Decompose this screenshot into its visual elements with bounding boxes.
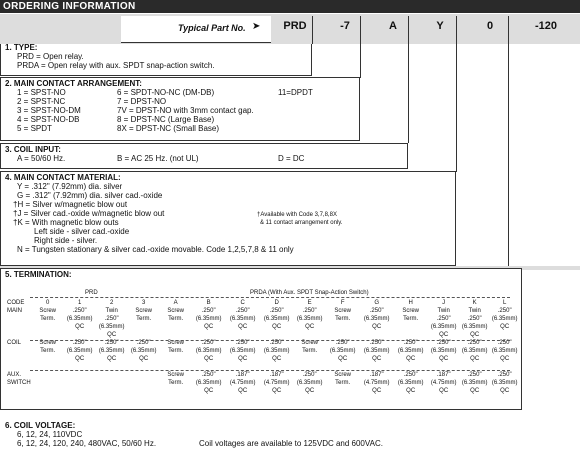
termination-cell <box>394 307 428 339</box>
termination-cell-line: .250" <box>104 340 119 346</box>
dashed-divider <box>30 297 510 298</box>
arrangement-item: 4 = SPST-NO-DB <box>17 115 80 124</box>
termination-cell-line: .250" <box>302 308 317 314</box>
arrangement-item: 11=DPDT <box>278 88 313 97</box>
termination-cell-line: Term. <box>168 348 184 354</box>
termination-cell-line: .250" <box>335 340 350 346</box>
termination-code: 0 <box>46 300 50 306</box>
material-item: Right side - silver. <box>34 236 98 245</box>
coil-input-a: A = 50/60 Hz. <box>17 154 66 163</box>
dashed-divider <box>30 340 510 341</box>
termination-cell-line: QC <box>439 388 449 394</box>
termination-cell-line: .250" <box>235 308 250 314</box>
termination-cell-line: QC <box>470 388 480 394</box>
termination-cell <box>490 371 520 407</box>
termination-cell-line: Term. <box>335 380 351 386</box>
termination-cell-line: QC <box>470 332 480 338</box>
termination-code: H <box>408 300 413 306</box>
arrangement-item: 7V = DPST-NO with 3mm contact gap. <box>117 106 254 115</box>
termination-cell-line: .250" <box>467 316 482 322</box>
termination-cell-line: QC <box>500 324 510 330</box>
termination-cell-line: (6.35mm) <box>98 348 125 354</box>
termination-cell-line: (6.35mm) <box>461 324 488 330</box>
termination-cell-line: Screw <box>167 372 184 378</box>
termination-code: G <box>374 300 379 306</box>
termination-cell-line: (6.35mm) <box>363 348 390 354</box>
termination-cell <box>360 339 394 371</box>
termination-cell-line: .250" <box>201 308 216 314</box>
termination-cell-line: Screw <box>167 340 184 346</box>
termination-cell-line: QC <box>75 356 85 362</box>
coil-input-b: B = AC 25 Hz. (not UL) <box>117 154 199 163</box>
termination-cell-line: (6.35mm) <box>430 348 457 354</box>
termination-cell <box>294 371 326 407</box>
termination-cell-line: QC <box>272 356 282 362</box>
termination-cell-line: QC <box>238 388 248 394</box>
termination-cell <box>128 371 160 407</box>
termination-cell <box>160 371 192 407</box>
termination-cell <box>64 371 96 407</box>
type-line-prda: PRDA = Open relay with aux. SPDT snap-action switch. <box>17 61 215 70</box>
termination-code: E <box>307 300 312 306</box>
code-row <box>6 299 520 307</box>
termination-cell <box>128 307 160 339</box>
termination-cell-line: QC <box>204 356 214 362</box>
termination-cell-line: QC <box>204 388 214 394</box>
page-title: ORDERING INFORMATION <box>3 1 136 12</box>
termination-cell-line: Screw <box>39 308 56 314</box>
termination-cell-line: .187" <box>235 372 250 378</box>
coil-input-d: D = DC <box>278 154 305 163</box>
termination-cell-line: QC <box>500 356 510 362</box>
termination-table <box>6 299 520 407</box>
arrangement-item: 5 = SPDT <box>17 124 52 133</box>
termination-cell <box>64 307 96 339</box>
termination-code: L <box>503 300 507 306</box>
termination-cell-line: Term. <box>40 348 56 354</box>
termination-cell-line: QC <box>107 332 117 338</box>
termination-cell-line: .250" <box>72 308 87 314</box>
termination-cell-line: QC <box>406 388 416 394</box>
termination-cell-line: (4.75mm) <box>263 380 290 386</box>
coil-voltage-line: 6, 12, 24, 110VDC <box>17 430 83 439</box>
code-label: CODE <box>7 300 25 306</box>
termination-cell-line: QC <box>272 324 282 330</box>
termination-cell <box>128 339 160 371</box>
termination-cell <box>260 339 294 371</box>
material-item: †H = Silver w/magnetic blow out <box>13 200 128 209</box>
termination-cell-line: (6.35mm) <box>461 348 488 354</box>
termination-cell-line: (6.35mm) <box>430 324 457 330</box>
termination-cell-line: .250" <box>302 372 317 378</box>
type-line-prd: PRD = Open relay. <box>17 52 84 61</box>
termination-cell-line: (6.35mm) <box>195 316 222 322</box>
termination-cell-line: Screw <box>402 308 419 314</box>
termination-cell-line: .187" <box>436 372 451 378</box>
termination-cell-line: (6.35mm) <box>229 348 256 354</box>
part-code-coil-input: A <box>389 20 397 32</box>
termination-cell-line: .250" <box>403 372 418 378</box>
termination-cell-line: .250" <box>497 340 512 346</box>
material-item: G = .312" (7.92mm) dia. silver cad.-oxide <box>17 191 163 200</box>
material-footnote: & 11 contact arrangement only. <box>260 220 343 226</box>
termination-cell-line: (6.35mm) <box>491 316 518 322</box>
termination-cell-line: .250" <box>269 308 284 314</box>
termination-cell <box>96 339 128 371</box>
part-code-termination: 0 <box>486 20 494 32</box>
termination-cell-line: Screw <box>167 308 184 314</box>
arrangement-item: 8X = DPST-NC (Small Base) <box>117 124 220 133</box>
termination-cell <box>32 371 64 407</box>
termination-cell-line: QC <box>372 388 382 394</box>
arrangement-item: 2 = SPST-NC <box>17 97 66 106</box>
termination-cell-line: Twin <box>468 308 481 314</box>
arrangement-item: 1 = SPST-NO <box>17 88 66 97</box>
termination-cell-line: QC <box>439 356 449 362</box>
termination-cell-line: .250" <box>436 316 451 322</box>
termination-cell-line: QC <box>75 324 85 330</box>
arrangement-item: 6 = SPDT-NO-NC (DM-DB) <box>117 88 215 97</box>
termination-cell-line: .250" <box>403 340 418 346</box>
typical-part-label: Typical Part No. <box>178 23 246 33</box>
termination-cell <box>428 307 460 339</box>
termination-cell-line: Term. <box>168 316 184 322</box>
termination-cell-line: Term. <box>403 316 419 322</box>
termination-cell <box>96 307 128 339</box>
termination-cell-line: Term. <box>302 348 318 354</box>
termination-cell-line: QC <box>470 356 480 362</box>
termination-cell <box>460 371 490 407</box>
termination-cell-line: (6.35mm) <box>491 380 518 386</box>
termination-cell-line: QC <box>272 388 282 394</box>
termination-cell <box>490 307 520 339</box>
termination-cell-line: (6.35mm) <box>397 380 424 386</box>
termination-cell <box>490 339 520 371</box>
termination-cell <box>160 307 192 339</box>
arrangement-item: 8 = DPST-NC (Large Base) <box>117 115 215 124</box>
termination-code: D <box>274 300 279 306</box>
termination-row-label: AUX. SWITCH <box>7 372 31 386</box>
termination-cell <box>32 307 64 339</box>
arrangement-item: 3 = SPST-NO-DM <box>17 106 81 115</box>
termination-cell-line: (4.75mm) <box>363 380 390 386</box>
termination-cell-line: (6.35mm) <box>491 348 518 354</box>
termination-cell <box>460 339 490 371</box>
termination-cell-line: (6.35mm) <box>461 380 488 386</box>
termination-cell-line: QC <box>238 356 248 362</box>
prd-group-label: PRD <box>85 290 98 296</box>
termination-cell-line: .250" <box>136 340 151 346</box>
termination-cell-line: Term. <box>168 380 184 386</box>
termination-cell <box>226 307 260 339</box>
termination-cell-line: (6.35mm) <box>329 348 356 354</box>
material-item: Left side - silver cad.-oxide <box>34 227 130 236</box>
termination-cell-line: QC <box>139 356 149 362</box>
contact-arrangement-title: 2. MAIN CONTACT ARRANGEMENT: <box>5 79 142 88</box>
contact-material-title: 4. MAIN CONTACT MATERIAL: <box>5 173 121 182</box>
termination-cell-line: .250" <box>369 340 384 346</box>
termination-cell <box>260 307 294 339</box>
arrow-right-icon: ➤ <box>252 21 261 32</box>
termination-code: A <box>173 300 178 306</box>
termination-code: C <box>240 300 245 306</box>
termination-cell <box>96 371 128 407</box>
termination-cell-line: Screw <box>334 308 351 314</box>
termination-code: 1 <box>78 300 82 306</box>
termination-cell-line: QC <box>500 388 510 394</box>
termination-cell-line: (6.35mm) <box>363 316 390 322</box>
termination-cell <box>64 339 96 371</box>
termination-cell-line: (6.35mm) <box>263 316 290 322</box>
termination-cell-line: QC <box>372 324 382 330</box>
termination-cell-line: QC <box>305 324 315 330</box>
termination-cell-line: .250" <box>467 372 482 378</box>
termination-cell <box>226 371 260 407</box>
termination-cell-line: .250" <box>72 340 87 346</box>
termination-cell-line: QC <box>204 324 214 330</box>
termination-cell <box>326 339 360 371</box>
termination-cell <box>360 371 394 407</box>
termination-cell-line: Screw <box>334 372 351 378</box>
termination-cell-line: (4.75mm) <box>229 380 256 386</box>
coil-input-title: 3. COIL INPUT: <box>5 145 61 154</box>
part-code-material: Y <box>436 20 444 32</box>
material-item: †J = Silver cad.-oxide w/magnetic blow out <box>13 209 165 218</box>
part-code-voltage: -120 <box>534 20 558 32</box>
termination-cell-line: .250" <box>269 340 284 346</box>
prda-group-label: PRDA (With Aux. SPDT Snap-Action Switch) <box>250 290 369 296</box>
termination-cell-line: Screw <box>301 340 318 346</box>
termination-cell-line: .187" <box>269 372 284 378</box>
termination-cell <box>428 371 460 407</box>
material-item: Y = .312" (7.92mm) dia. silver <box>17 182 123 191</box>
coil-voltage-title: 6. COIL VOLTAGE: <box>5 421 76 430</box>
termination-cell-line: .250" <box>436 340 451 346</box>
termination-cell <box>294 307 326 339</box>
termination-cell-line: (6.35mm) <box>296 380 323 386</box>
termination-cell <box>192 339 226 371</box>
termination-cell <box>192 371 226 407</box>
termination-cell-line: Screw <box>135 308 152 314</box>
type-title: 1. TYPE: <box>5 43 38 52</box>
termination-cell-line: Term. <box>335 316 351 322</box>
termination-cell-line: (6.35mm) <box>98 324 125 330</box>
termination-cell-line: (6.35mm) <box>229 316 256 322</box>
termination-row <box>6 371 520 407</box>
material-item: N = Tungsten stationary & silver cad.-oxide movable. Code 1,2,5,7,8 & 11 only <box>17 245 294 254</box>
termination-cell-line: (6.35mm) <box>66 348 93 354</box>
termination-cell <box>260 371 294 407</box>
termination-cell-line: Term. <box>136 316 152 322</box>
termination-cell-line: .250" <box>497 372 512 378</box>
termination-cell <box>226 339 260 371</box>
termination-row <box>6 307 520 339</box>
termination-cell-line: QC <box>107 356 117 362</box>
termination-cell <box>326 371 360 407</box>
termination-cell-line: (6.35mm) <box>195 380 222 386</box>
termination-code: B <box>206 300 211 306</box>
termination-row-label: MAIN <box>7 308 22 314</box>
termination-code: 2 <box>110 300 114 306</box>
termination-cell <box>428 339 460 371</box>
termination-cell-line: (4.75mm) <box>430 380 457 386</box>
dashed-divider <box>30 370 510 371</box>
connector-line <box>360 16 361 78</box>
termination-cell <box>160 339 192 371</box>
connector-line <box>508 16 509 266</box>
termination-cell-line: Screw <box>39 340 56 346</box>
termination-cell-line: QC <box>338 356 348 362</box>
termination-cell-line: .250" <box>369 308 384 314</box>
termination-cell-line: QC <box>238 324 248 330</box>
termination-cell-line: .250" <box>497 308 512 314</box>
termination-cell-line: .250" <box>235 340 250 346</box>
termination-cell <box>32 339 64 371</box>
arrangement-item: 7 = DPST-NO <box>117 97 167 106</box>
termination-cell <box>326 307 360 339</box>
termination-cell <box>192 307 226 339</box>
termination-row <box>6 339 520 371</box>
termination-cell-line: QC <box>439 332 449 338</box>
termination-row-label: COIL <box>7 340 22 346</box>
termination-cell <box>360 307 394 339</box>
coil-voltage-note: Coil voltages are available to 125VDC and 600VAC. <box>199 439 383 448</box>
termination-cell-line: .187" <box>369 372 384 378</box>
termination-cell-line: (6.35mm) <box>130 348 157 354</box>
termination-cell-line: QC <box>305 388 315 394</box>
termination-title: 5. TERMINATION: <box>5 270 72 279</box>
termination-cell-line: .250" <box>467 340 482 346</box>
termination-cell <box>460 307 490 339</box>
termination-code: J <box>442 300 446 306</box>
coil-voltage-line: 6, 12, 24, 120, 240, 480VAC, 50/60 Hz. <box>17 439 157 448</box>
termination-code: 3 <box>142 300 146 306</box>
termination-cell <box>394 371 428 407</box>
part-code-type: PRD <box>283 20 307 32</box>
material-footnote: †Available with Code 3,7,8,8X <box>257 212 337 218</box>
termination-cell-line: (6.35mm) <box>66 316 93 322</box>
connector-line <box>312 16 313 44</box>
termination-cell-line: (6.35mm) <box>296 316 323 322</box>
termination-cell-line: Twin <box>105 308 118 314</box>
termination-code: F <box>340 300 345 306</box>
termination-cell-line: .250" <box>201 372 216 378</box>
termination-code: K <box>472 300 477 306</box>
material-item: †K = With magnetic blow outs <box>13 218 119 227</box>
termination-cell-line: Term. <box>40 316 56 322</box>
termination-cell-line: .250" <box>104 316 119 322</box>
termination-cell-line: (6.35mm) <box>195 348 222 354</box>
termination-cell-line: .250" <box>201 340 216 346</box>
termination-cell <box>394 339 428 371</box>
termination-cell-line: Twin <box>437 308 450 314</box>
connector-line <box>456 16 457 172</box>
termination-cell-line: (6.35mm) <box>263 348 290 354</box>
termination-cell-line: QC <box>406 356 416 362</box>
connector-line <box>408 16 409 143</box>
termination-cell <box>294 339 326 371</box>
part-code-contact: -7 <box>340 20 350 32</box>
termination-cell-line: QC <box>372 356 382 362</box>
termination-cell-line: (6.35mm) <box>397 348 424 354</box>
